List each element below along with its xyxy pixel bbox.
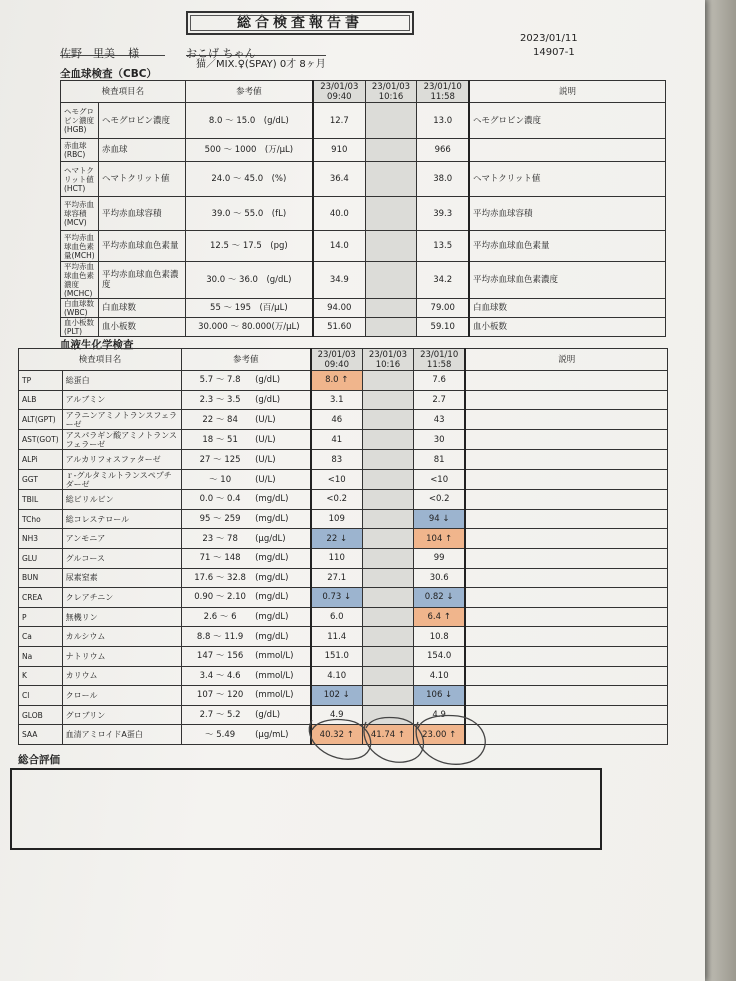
pen-circle-1 — [309, 719, 370, 759]
cbc-abbr: 平均赤血球血色素濃度(MCHC) — [61, 262, 99, 299]
chem-ref-unit: (mg/dL) — [255, 514, 289, 525]
chem-value-3: 2.7 — [413, 390, 465, 410]
chem-abbr: TCho — [19, 509, 63, 529]
chem-value-3: 81 — [413, 450, 465, 470]
chem-value-3: 104 ↑ — [413, 529, 465, 549]
chem-name: 血清アミロイドA蛋白 — [62, 725, 181, 745]
chem-abbr: GLU — [19, 548, 63, 568]
owner-name: 佐野 里美 — [60, 47, 115, 60]
chem-value-1: 40.32 ↑ — [311, 725, 363, 745]
pet-name: おこげ ちゃん — [186, 47, 256, 60]
chem-name: グロブリン — [62, 705, 181, 725]
header-desc: 説明 — [469, 81, 666, 103]
cbc-ref: 8.0 ～ 15.0 (g/dL) — [185, 103, 313, 139]
chem-value-3: 99 — [413, 548, 465, 568]
chem-ref-range: 0.0 ～ 0.4 — [199, 494, 241, 505]
cbc-abbr: 平均赤血球容積(MCV) — [61, 197, 99, 231]
chem-ref-range: 71 ～ 148 — [199, 553, 241, 564]
cbc-desc: 平均赤血球血色素濃度 — [469, 262, 666, 299]
chem-ref-range: 3.4 ～ 4.6 — [199, 670, 241, 681]
cbc-value-1: 34.9 — [313, 262, 365, 299]
chem-ref-range: 95 ～ 259 — [199, 514, 241, 525]
header-item: 検査項目名 — [61, 81, 186, 103]
chem-value-3: 4.10 — [413, 666, 465, 686]
cbc-name: 平均赤血球血色素量 — [98, 231, 185, 262]
cbc-ref: 30.000 ～ 80.000(万/μL) — [185, 318, 313, 337]
chem-ref-unit: (mg/dL) — [255, 553, 289, 564]
chem-value-1: 46 — [311, 410, 363, 430]
summary-title: 総合評価 — [18, 754, 60, 766]
chem-ref-unit: (g/dL) — [255, 394, 281, 405]
cbc-value-1: 51.60 — [313, 318, 365, 337]
chem-value-3: 4.9 — [413, 705, 465, 725]
pen-circle-3 — [416, 716, 485, 765]
cbc-abbr: 赤血球(RBC) — [61, 139, 99, 162]
chem-ref-range: 2.7 ～ 5.2 — [199, 710, 241, 721]
cbc-desc: 平均赤血球容積 — [469, 197, 666, 231]
chem-ref-range: 5.7 ～ 7.8 — [199, 375, 241, 386]
chem-abbr: TP — [19, 371, 63, 391]
chem-ref-unit: (μg/mL) — [255, 729, 289, 740]
chem-name: アスパラギン酸アミノトランスフェラーゼ — [62, 430, 181, 450]
chem-value-3: 0.82 ↓ — [413, 588, 465, 608]
chem-ref-range: 2.6 ～ 6 — [203, 612, 237, 623]
chem-value-1: 41 — [311, 430, 363, 450]
cbc-ref: 39.0 ～ 55.0 (fL) — [185, 197, 313, 231]
chem-ref-unit: (mg/dL) — [255, 631, 289, 642]
chem-ref-range: 107 ～ 120 — [196, 690, 244, 701]
chem-value-3: <10 — [413, 470, 465, 490]
chem-value-1: 0.73 ↓ — [311, 588, 363, 608]
header-date-2: 23/01/03 10:16 — [365, 81, 417, 103]
chem-value-1: 110 — [311, 548, 363, 568]
cbc-name: 白血球数 — [98, 299, 185, 318]
chem-value-1: 3.1 — [311, 390, 363, 410]
chem-value-3: 154.0 — [413, 646, 465, 666]
report-title: 総合検査報告書 — [186, 11, 414, 35]
cbc-ref: 55 ～ 195 (百/μL) — [185, 299, 313, 318]
chem-ref-unit: (mg/dL) — [255, 494, 289, 505]
cbc-desc: ヘモグロビン濃度 — [469, 103, 666, 139]
chem-ref-range: 17.6 ～ 32.8 — [194, 572, 246, 583]
cbc-value-1: 94.00 — [313, 299, 365, 318]
chem-name: 総コレステロール — [62, 509, 181, 529]
chem-ref-range: ～ 5.49 — [205, 729, 236, 740]
cbc-name: ヘマトクリット値 — [98, 162, 185, 197]
chem-ref-unit: (g/dL) — [255, 375, 281, 386]
chem-ref-range: 2.3 ～ 3.5 — [199, 394, 241, 405]
chem-ref-unit: (μg/dL) — [255, 533, 286, 544]
chem-abbr: Ca — [19, 627, 63, 647]
chem-ref-range: 0.90 ～ 2.10 — [194, 592, 246, 603]
chem-ref-unit: (mmol/L) — [255, 651, 294, 662]
chem-name: クロール — [62, 686, 181, 706]
chem-abbr: GLOB — [19, 705, 63, 725]
cbc-value-3: 966 — [417, 139, 469, 162]
chem-ref-range: ～ 10 — [209, 474, 232, 485]
header-date-3: 23/01/10 11:58 — [413, 349, 465, 371]
header-date-1: 23/01/03 09:40 — [311, 349, 363, 371]
cbc-name: 平均赤血球容積 — [98, 197, 185, 231]
cbc-abbr: ヘモグロビン濃度(HGB) — [61, 103, 99, 139]
chem-value-3: 43 — [413, 410, 465, 430]
cbc-desc: 血小板数 — [469, 318, 666, 337]
chem-name: ｒ-グルタミルトランスペプチダーゼ — [62, 470, 181, 490]
chem-value-1: 8.0 ↑ — [311, 371, 363, 391]
chem-ref-range: 22 ～ 84 — [202, 414, 238, 425]
cbc-value-1: 14.0 — [313, 231, 365, 262]
chem-abbr: Na — [19, 646, 63, 666]
chem-abbr: ALPi — [19, 450, 63, 470]
chem-name: カリウム — [62, 666, 181, 686]
cbc-name: ヘモグロビン濃度 — [98, 103, 185, 139]
cbc-abbr: ヘマトクリット値(HCT) — [61, 162, 99, 197]
chem-ref-unit: (U/L) — [255, 474, 276, 485]
chem-ref-range: 23 ～ 78 — [202, 533, 238, 544]
cbc-ref: 24.0 ～ 45.0 (%) — [185, 162, 313, 197]
cbc-abbr: 白血球数(WBC) — [61, 299, 99, 318]
chem-value-3: 94 ↓ — [413, 509, 465, 529]
report-id: 14907-1 — [533, 47, 575, 58]
chem-value-1: 102 ↓ — [311, 686, 363, 706]
chem-value-3: 10.8 — [413, 627, 465, 647]
cbc-desc: 白血球数 — [469, 299, 666, 318]
cbc-section-title: 全血球検査（CBC） — [60, 68, 157, 80]
chem-name: アラニンアミノトランスフェラーゼ — [62, 410, 181, 430]
chem-abbr: TBIL — [19, 490, 63, 510]
header-date-3: 23/01/10 11:58 — [417, 81, 469, 103]
chem-ref-range: 27 ～ 125 — [199, 454, 241, 465]
chem-value-3: 30.6 — [413, 568, 465, 588]
chem-ref-unit: (U/L) — [255, 414, 276, 425]
cbc-ref: 30.0 ～ 36.0 (g/dL) — [185, 262, 313, 299]
pen-circle-2 — [364, 717, 424, 762]
chem-value-3: <0.2 — [413, 490, 465, 510]
cbc-value-3: 38.0 — [417, 162, 469, 197]
chem-value-1: 4.9 — [311, 705, 363, 725]
header-ref: 参考値 — [185, 81, 313, 103]
header-ref: 参考値 — [182, 349, 311, 371]
chem-abbr: CREA — [19, 588, 63, 608]
chem-ref-unit: (U/L) — [255, 454, 276, 465]
chem-value-2: 41.74 ↑ — [362, 725, 413, 745]
cbc-name: 平均赤血球血色素濃度 — [98, 262, 185, 299]
cbc-name: 血小板数 — [98, 318, 185, 337]
chem-name: アンモニア — [62, 529, 181, 549]
chem-abbr: ALT(GPT) — [19, 410, 63, 430]
chem-name: カルシウム — [62, 627, 181, 647]
chem-ref-unit: (mg/dL) — [255, 572, 289, 583]
chem-name: 尿素窒素 — [62, 568, 181, 588]
cbc-value-3: 34.2 — [417, 262, 469, 299]
chem-name: 総ビリルビン — [62, 490, 181, 510]
cbc-value-1: 40.0 — [313, 197, 365, 231]
chem-ref-unit: (mmol/L) — [255, 690, 294, 701]
chem-name: 総蛋白 — [62, 371, 181, 391]
chem-abbr: GGT — [19, 470, 63, 490]
header-date-2: 23/01/03 10:16 — [362, 349, 413, 371]
chem-value-1: 6.0 — [311, 607, 363, 627]
owner-suffix: 様 — [128, 47, 140, 60]
cbc-value-1: 36.4 — [313, 162, 365, 197]
chem-name: ナトリウム — [62, 646, 181, 666]
cbc-value-3: 13.5 — [417, 231, 469, 262]
pet-info: 猫／MIX.♀(SPAY) 0才 8ヶ月 — [196, 59, 326, 70]
chem-value-3: 30 — [413, 430, 465, 450]
chem-value-3: 6.4 ↑ — [413, 607, 465, 627]
chem-ref-unit: (mmol/L) — [255, 670, 294, 681]
chem-value-1: 151.0 — [311, 646, 363, 666]
cbc-value-3: 79.00 — [417, 299, 469, 318]
cbc-name: 赤血球 — [98, 139, 185, 162]
chem-abbr: P — [19, 607, 63, 627]
chem-value-1: 11.4 — [311, 627, 363, 647]
chem-abbr: ALB — [19, 390, 63, 410]
chem-value-1: 27.1 — [311, 568, 363, 588]
chem-ref-unit: (U/L) — [255, 434, 276, 445]
cbc-value-3: 39.3 — [417, 197, 469, 231]
chem-value-3: 23.00 ↑ — [413, 725, 465, 745]
cbc-ref: 500 ～ 1000 (万/μL) — [185, 139, 313, 162]
chem-name: アルブミン — [62, 390, 181, 410]
chem-value-1: <10 — [311, 470, 363, 490]
chem-value-1: <0.2 — [311, 490, 363, 510]
chem-section-title: 血液生化学検査 — [60, 339, 134, 351]
chem-value-3: 106 ↓ — [413, 686, 465, 706]
chem-value-1: 22 ↓ — [311, 529, 363, 549]
cbc-value-1: 910 — [313, 139, 365, 162]
chem-value-1: 4.10 — [311, 666, 363, 686]
chem-abbr: NH3 — [19, 529, 63, 549]
chem-ref-range: 147 ～ 156 — [196, 651, 244, 662]
report-date: 2023/01/11 — [520, 33, 578, 44]
chem-ref-range: 18 ～ 51 — [202, 434, 238, 445]
cbc-ref: 12.5 ～ 17.5 (pg) — [185, 231, 313, 262]
chem-name: クレアチニン — [62, 588, 181, 608]
chem-value-1: 83 — [311, 450, 363, 470]
chem-abbr: Cl — [19, 686, 63, 706]
chem-ref-range: 8.8 ～ 11.9 — [196, 631, 244, 642]
cbc-desc: 平均赤血球血色素量 — [469, 231, 666, 262]
cbc-abbr: 平均赤血球血色素量(MCH) — [61, 231, 99, 262]
chem-abbr: K — [19, 666, 63, 686]
chem-ref-unit: (mg/dL) — [255, 612, 289, 623]
chem-name: 無機リン — [62, 607, 181, 627]
cbc-value-3: 59.10 — [417, 318, 469, 337]
chem-ref-unit: (mg/dL) — [255, 592, 289, 603]
cbc-abbr: 血小板数(PLT) — [61, 318, 99, 337]
chem-value-1: 109 — [311, 509, 363, 529]
chem-abbr: SAA — [19, 725, 63, 745]
cbc-desc: ヘマトクリット値 — [469, 162, 666, 197]
header-desc: 説明 — [465, 349, 667, 371]
chem-name: アルカリフォスファターゼ — [62, 450, 181, 470]
chem-abbr: BUN — [19, 568, 63, 588]
cbc-value-3: 13.0 — [417, 103, 469, 139]
cbc-value-1: 12.7 — [313, 103, 365, 139]
chem-name: グルコース — [62, 548, 181, 568]
header-date-1: 23/01/03 09:40 — [313, 81, 365, 103]
chem-abbr: AST(GOT) — [19, 430, 63, 450]
chem-ref-unit: (g/dL) — [255, 710, 281, 721]
header-item: 検査項目名 — [19, 349, 182, 371]
chem-value-3: 7.6 — [413, 371, 465, 391]
